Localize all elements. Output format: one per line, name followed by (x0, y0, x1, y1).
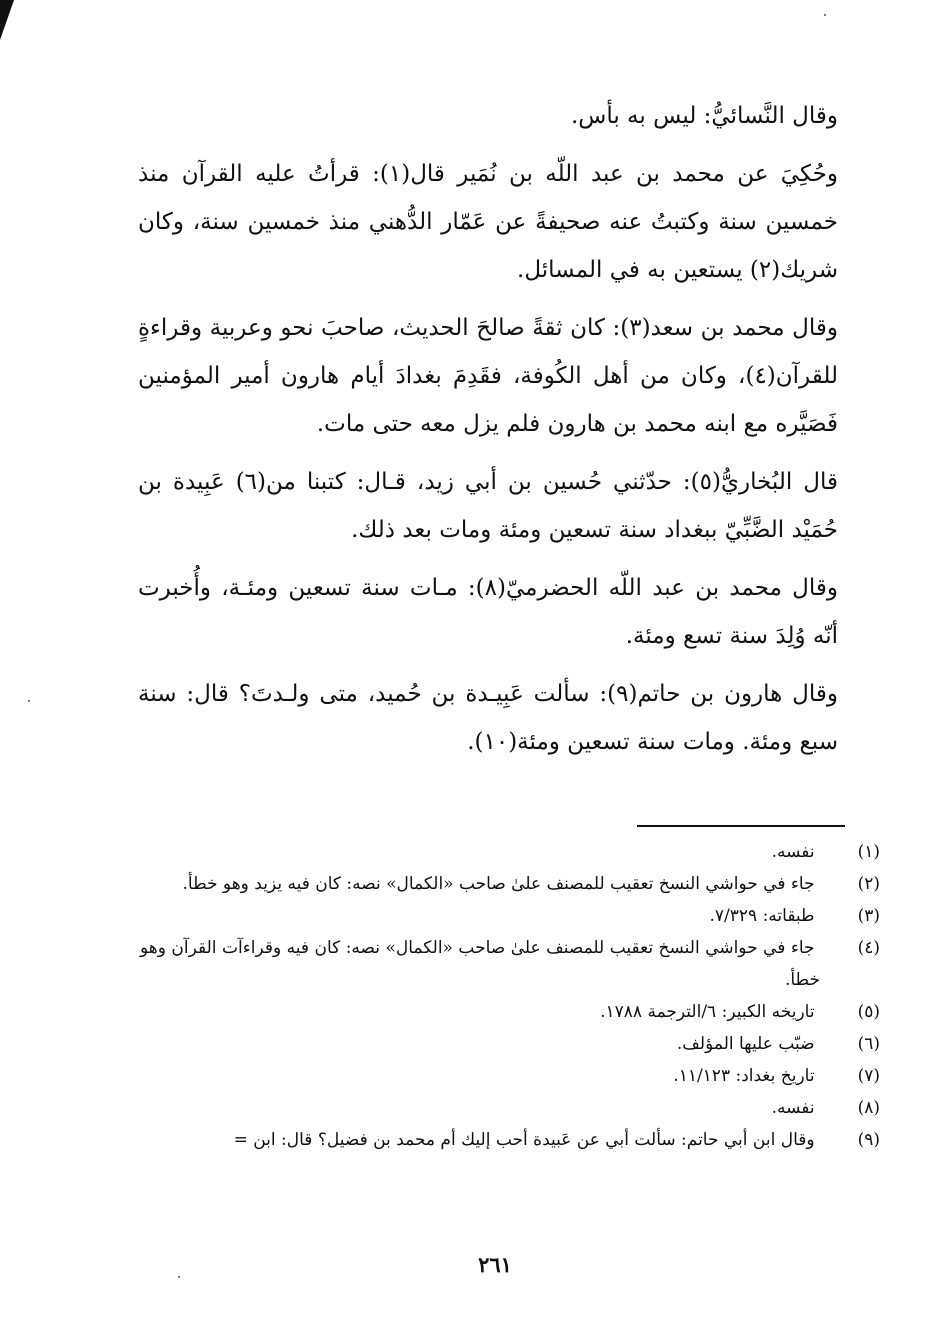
footnote-number: (٣) (857, 906, 880, 926)
page-corner-mark (0, 0, 14, 40)
footnote (140, 868, 880, 900)
footnote-number: (٦) (857, 1034, 880, 1054)
scan-speck (28, 700, 30, 702)
paragraph: وحُكِيَ عن محمد بن عبد اللّه بن نُمَير قال(١): قرأتُ عليه القرآن منذ خمسين سنة وكتبتُ عنه صحيفةً عن عَمّار الدُّهني منذ خمسين سنة، وكان شريك(٢) يستعين به في المسائل. (138, 161, 839, 283)
footnote (140, 1092, 880, 1124)
footnote-text: وقال ابن أبي حاتم: سألت أبي عن عَبيدة أحب إليك أم محمد بن فضيل؟ قال: ابن = (233, 1130, 815, 1150)
footnote-number: (٢) (857, 874, 880, 894)
footnote (140, 1060, 880, 1092)
footnote-number: (٨) (857, 1098, 880, 1118)
footnote-text: جاء في حواشي النسخ تعقيب للمصنف علىٰ صاحب «الكمال» نصه: كان فيه وقراءآت القرآن وهو خطأ. (140, 938, 820, 990)
footnote (140, 932, 880, 996)
paragraph: وقال النَّسائيُّ: ليس به بأس. (570, 103, 838, 129)
main-text-body (138, 92, 838, 776)
footnote-text: نفسه. (771, 1098, 815, 1118)
footnote (140, 1028, 880, 1060)
footnote-text: تاريخ بغداد: ١١/١٢٣. (673, 1066, 815, 1086)
footnote (140, 1124, 880, 1156)
footnote-number: (١) (857, 842, 880, 862)
paragraph: قال البُخاريُّ(٥): حدّثني حُسين بن أبي زيد، قـال: كتبنا من(٦) عَبِيدة بن حُمَيْد الضَّبِّيّ ببغداد سنة تسعين ومئة ومات بعد ذلك. (138, 469, 839, 543)
footnote-text: تاريخه الكبير: ٦/الترجمة ١٧٨٨. (600, 1002, 815, 1022)
footnote (140, 836, 880, 868)
scan-speck (824, 14, 826, 16)
paragraph: وقال هارون بن حاتم(٩): سألت عَبِيـدة بن حُميد، متى ولـدتَ؟ قال: سنة سبع ومئة. ومات سنة تسعين ومئة(١٠). (138, 681, 838, 755)
footnote-number: (٧) (857, 1066, 880, 1086)
footnote-text: ضبّب عليها المؤلف. (676, 1034, 815, 1054)
footnote (140, 996, 880, 1028)
footnote (140, 900, 880, 932)
page-number: ٢٦١ (478, 1252, 512, 1277)
footnote-number: (٤) (857, 938, 880, 958)
paragraph: وقال محمد بن عبد اللّه الحضرميّ(٨): مـات سنة تسعين ومئـة، وأُخبرت أنّه وُلِدَ سنة تسع ومئة. (138, 575, 838, 649)
footnote-text: طبقاته: ٧/٣٢٩. (709, 906, 815, 926)
paragraph: وقال محمد بن سعد(٣): كان ثقةً صالحَ الحديث، صاحبَ نحو وعربية وقراءةٍ للقرآن(٤)، وكان من أهل الكُوفة، فقَدِمَ بغدادَ أيام هارون أمير المؤمنين فَصَيَّره مع ابنه محمد بن هارون فلم يزل معه حتى مات. (138, 315, 838, 437)
footnote-text: جاء في حواشي النسخ تعقيب للمصنف علىٰ صاحب «الكمال» نصه: كان فيه يزيد وهو خطأ. (182, 874, 815, 894)
footnotes-section (140, 836, 880, 1156)
footnote-number: (٩) (857, 1130, 880, 1150)
footnote-number: (٥) (857, 1002, 880, 1022)
footnote-separator (637, 825, 845, 827)
footnote-text: نفسه. (771, 842, 815, 862)
